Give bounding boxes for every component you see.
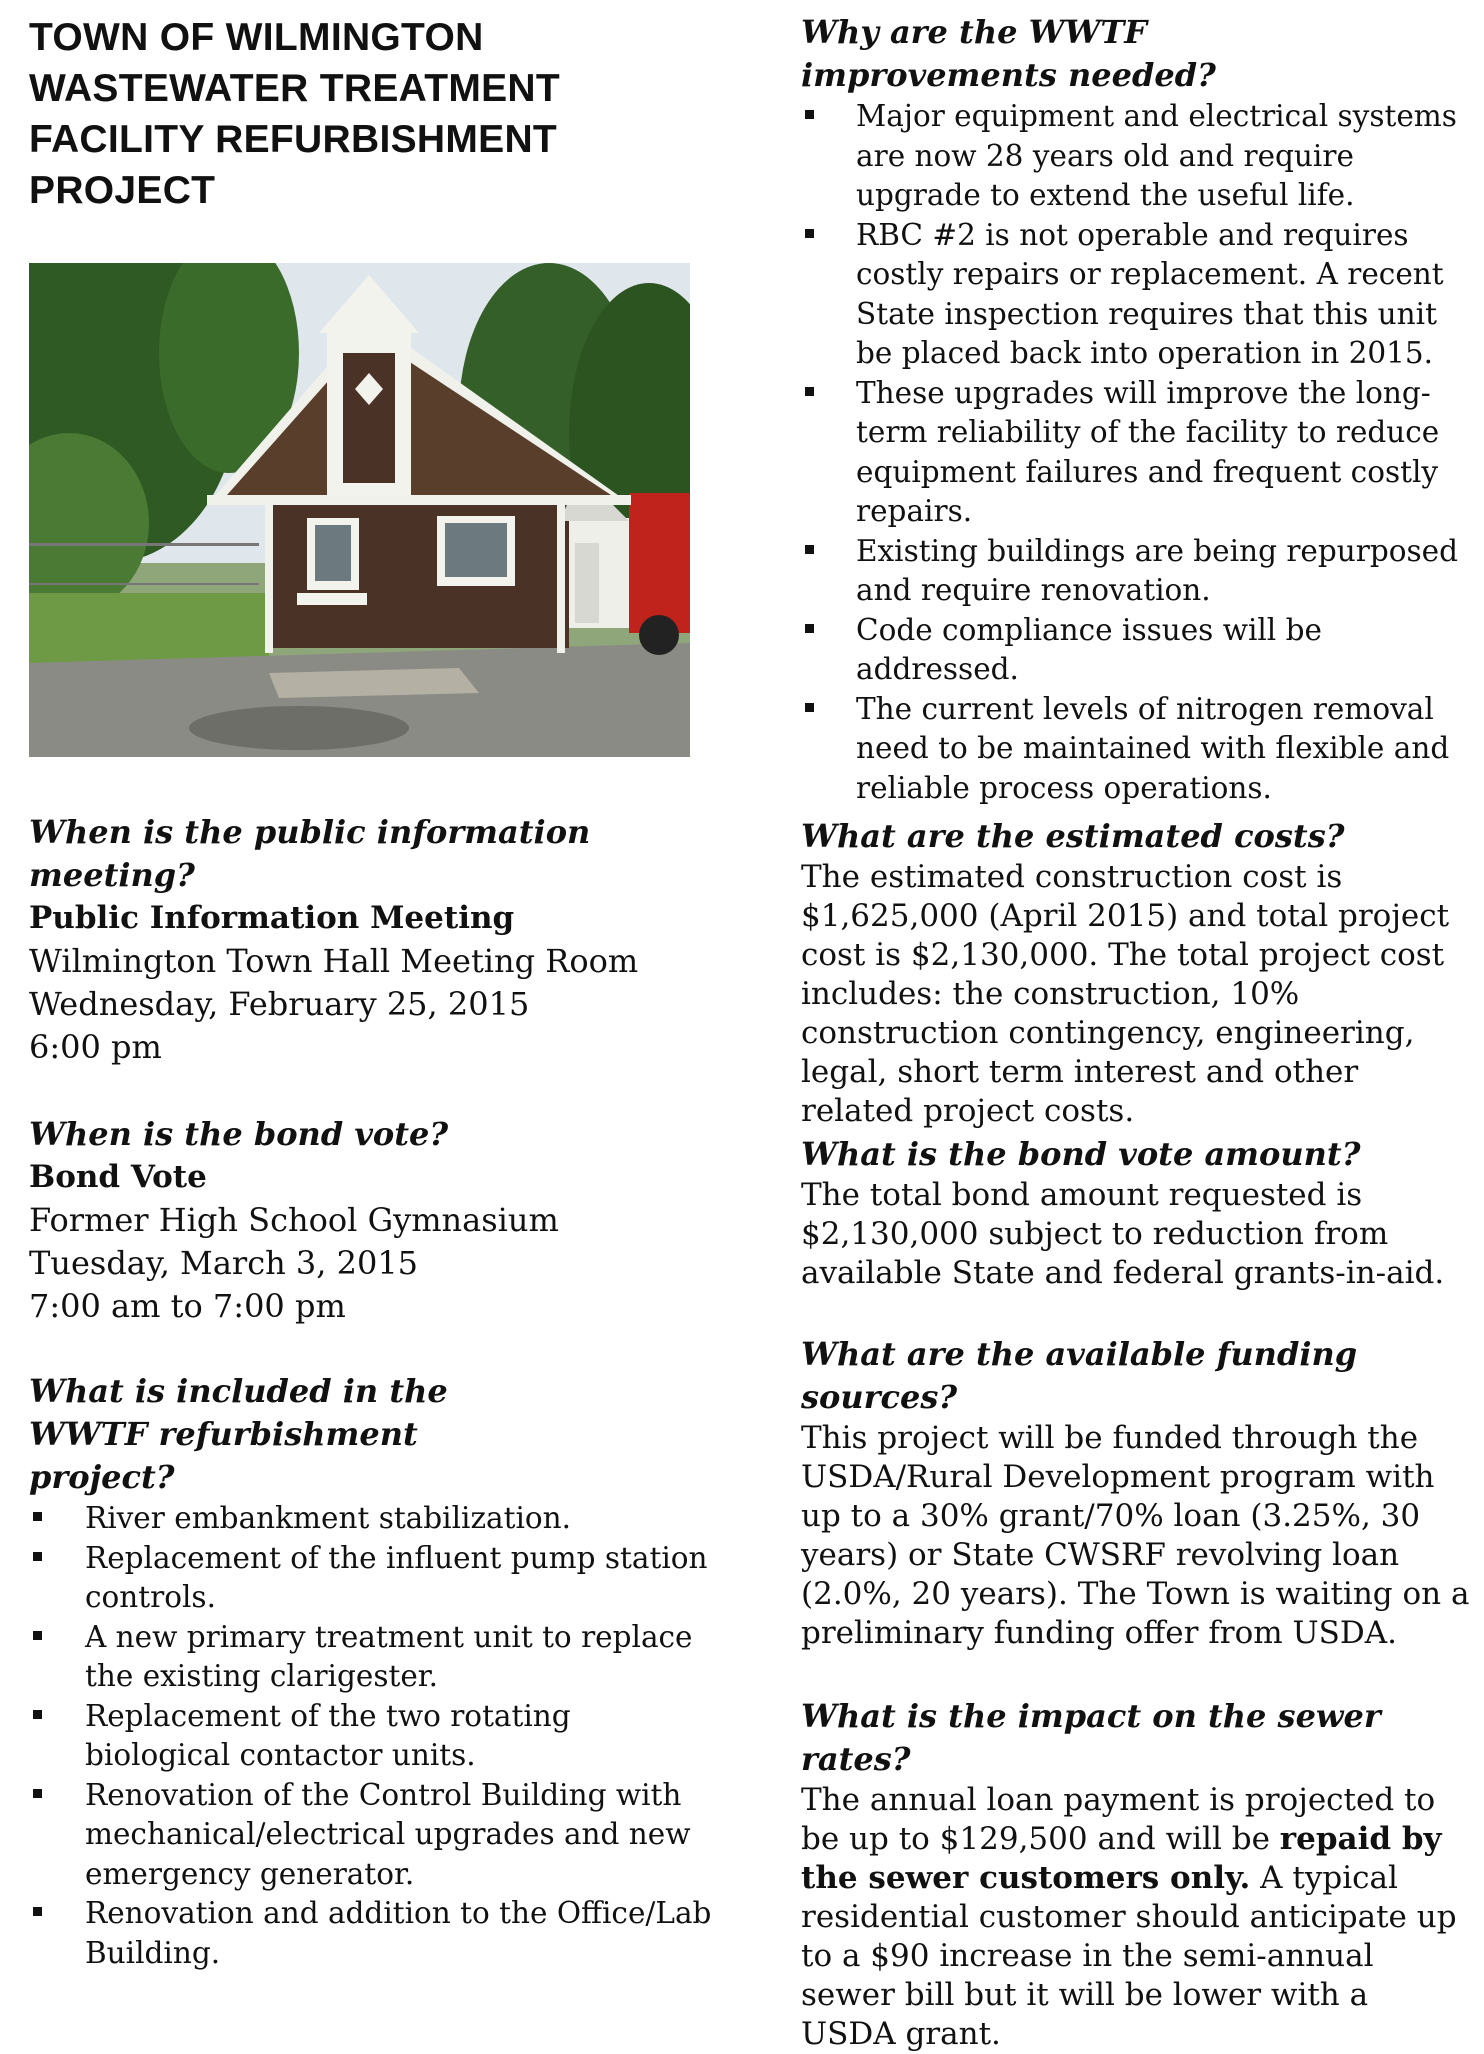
list-item: Replacement of the two rotating biological contactor units. (29, 1697, 719, 1776)
why-list (801, 97, 1471, 808)
rates-emphasis: repaid by the sewer customers only. (801, 1821, 1442, 1896)
included-list (29, 1499, 719, 1973)
meeting-time: 6:00 pm (29, 1028, 162, 1066)
included-section (29, 1370, 719, 1973)
bond-vote-time: 7:00 am to 7:00 pm (29, 1287, 346, 1325)
bullet-icon (33, 1710, 42, 1719)
wastewater-building-image (29, 263, 690, 757)
bullet-icon (805, 229, 814, 238)
list-item: The current levels of nitrogen removal need to be maintained with flexible and reliable process operations. (801, 690, 1471, 809)
rates-question: What is the impact on the sewer rates? (801, 1697, 1381, 1778)
bond-amount-question: What is the bond vote amount? (801, 1135, 1361, 1173)
bullet-icon (33, 1552, 42, 1561)
list-item: Renovation and addition to the Office/Lab Building. (29, 1894, 719, 1973)
document-title: TOWN OF WILMINGTON WASTEWATER TREATMENT FACILITY REFURBISHMENT PROJECT (29, 16, 561, 212)
bullet-icon (805, 545, 814, 554)
bullet-icon (805, 624, 814, 633)
included-question: What is included in the WWTF refurbishment project? (29, 1372, 448, 1496)
list-item: A new primary treatment unit to replace the existing clarigester. (29, 1618, 719, 1697)
meeting-date: Wednesday, February 25, 2015 (29, 985, 530, 1023)
bond-vote-question: When is the bond vote? (29, 1115, 449, 1153)
rates-text: The annual loan payment is projected to be up to $129,500 and will be repaid by the sewer customers only. A typical residential customer should anticipate up to a $90 increase in the semi-annual sewer bill but it will be lower with a USDA grant. (801, 1782, 1457, 2052)
rates-section (801, 1695, 1471, 2054)
list-item: Code compliance issues will be addressed. (801, 611, 1471, 690)
facility-photo (29, 263, 690, 757)
bullet-icon (805, 110, 814, 119)
list-item: Major equipment and electrical systems are now 28 years old and require upgrade to extend the useful life. (801, 97, 1471, 216)
list-item: Renovation of the Control Building with mechanical/electrical upgrades and new emergency generator. (29, 1776, 719, 1895)
left-column (29, 0, 719, 1970)
bullet-icon (33, 1631, 42, 1640)
bullet-icon (805, 387, 814, 396)
bullet-icon (33, 1512, 42, 1521)
funding-section (801, 1333, 1471, 1653)
bond-vote-section (29, 1113, 719, 1328)
bullet-icon (33, 1789, 42, 1798)
meeting-question: When is the public information meeting? (29, 813, 591, 894)
bond-amount-text: The total bond amount requested is $2,130,000 subject to reduction from available State and federal grants-in-aid. (801, 1177, 1445, 1291)
costs-text: The estimated construction cost is $1,625,000 (April 2015) and total project cost is $2,130,000. The total project cost includes: the construction, 10% construction contingency, engineering, legal, short term interest and other related project costs. (801, 859, 1450, 1129)
bond-amount-section (801, 1133, 1471, 1293)
meeting-heading: Public Information Meeting (29, 900, 515, 936)
meeting-location: Wilmington Town Hall Meeting Room (29, 942, 639, 980)
why-question: Why are the WWTF improvements needed? (801, 13, 1216, 94)
funding-question: What are the available funding sources? (801, 1335, 1358, 1416)
meeting-section (29, 811, 719, 1069)
costs-section (801, 815, 1471, 1131)
bond-vote-heading: Bond Vote (29, 1159, 207, 1195)
list-item: Existing buildings are being repurposed and require renovation. (801, 532, 1471, 611)
bond-vote-location: Former High School Gymnasium (29, 1201, 559, 1239)
why-section (801, 11, 1471, 808)
list-item: These upgrades will improve the long-term reliability of the facility to reduce equipment failures and frequent costly repairs. (801, 374, 1471, 532)
funding-text: This project will be funded through the USDA/Rural Development program with up to a 30% grant/70% loan (3.25%, 30 years) or State CWSRF revolving loan (2.0%, 20 years). The Town is waiting on a preliminary funding offer from USDA. (801, 1420, 1470, 1651)
list-item: River embankment stabilization. (29, 1499, 719, 1539)
costs-question: What are the estimated costs? (801, 817, 1345, 855)
bond-vote-date: Tuesday, March 3, 2015 (29, 1244, 419, 1282)
bullet-icon (33, 1907, 42, 1916)
bullet-icon (805, 703, 814, 712)
list-item: Replacement of the influent pump station controls. (29, 1539, 719, 1618)
list-item: RBC #2 is not operable and requires costly repairs or replacement. A recent State inspection requires that this unit be placed back into operation in 2015. (801, 216, 1471, 374)
